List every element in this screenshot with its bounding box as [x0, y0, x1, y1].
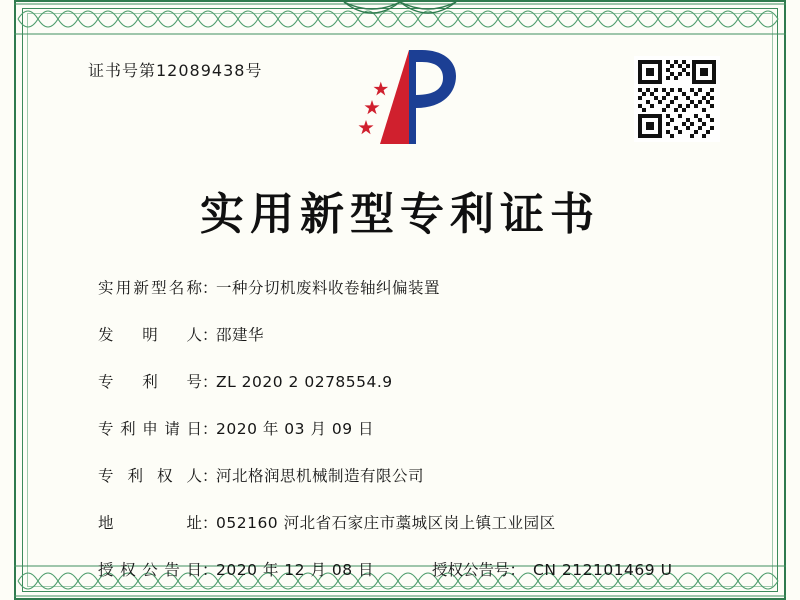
field-colon: ： — [202, 279, 218, 297]
field-value-patentee: 河北格润思机械制造有限公司 — [216, 467, 425, 485]
label-char: 告 — [164, 561, 180, 579]
certificate-fields — [98, 276, 730, 600]
field-value-utility-model-name: 一种分切机废料收卷轴纠偏装置 — [216, 279, 441, 297]
announcement-number-group — [432, 558, 672, 580]
field-label-announcement-number: 授权公告号： — [432, 561, 526, 579]
label-char: 利 — [127, 467, 143, 485]
field-row — [98, 511, 730, 533]
patent-office-logo-icon — [352, 48, 462, 160]
label-char: 专 — [98, 467, 114, 485]
label-char: 实 — [98, 279, 114, 297]
label-char: 日 — [186, 561, 202, 579]
field-label — [98, 464, 202, 486]
label-char: 利 — [142, 373, 158, 391]
label-char: 公 — [142, 561, 158, 579]
label-char: 人 — [186, 467, 202, 485]
field-value-announcement-date: 2020 年 12 月 08 日 — [216, 561, 375, 579]
label-char: 用 — [115, 279, 132, 297]
field-colon: ： — [202, 420, 218, 438]
field-label — [98, 511, 202, 533]
label-char: 人 — [186, 326, 202, 344]
field-value-application-date: 2020 年 03 月 09 日 — [216, 420, 375, 438]
field-colon: ： — [202, 373, 218, 391]
field-value-inventor: 邵建华 — [216, 326, 265, 344]
field-value-announcement-number: CN 212101469 U — [533, 561, 673, 579]
label-char: 址 — [186, 514, 202, 532]
label-char: 号 — [186, 373, 202, 391]
label-char: 明 — [142, 326, 158, 344]
field-value-patent-number: ZL 2020 2 0278554.9 — [216, 373, 393, 391]
field-row — [98, 323, 730, 345]
field-colon: ： — [202, 561, 218, 579]
label-char: 利 — [120, 420, 136, 438]
qr-code-icon — [634, 56, 720, 142]
field-label — [98, 558, 202, 580]
label-char: 地 — [98, 514, 114, 532]
label-char: 权 — [156, 467, 173, 485]
field-row — [98, 464, 730, 486]
field-label — [98, 323, 202, 345]
label-char: 专 — [98, 420, 114, 438]
field-row — [98, 276, 730, 298]
field-value-address: 052160 河北省石家庄市藁城区岗上镇工业园区 — [216, 514, 556, 532]
field-label — [98, 276, 202, 298]
certificate-number: 证书号第12089438号 — [88, 61, 263, 80]
label-char: 型 — [151, 279, 167, 297]
field-row — [98, 417, 730, 439]
field-colon: ： — [202, 514, 218, 532]
guilloche-pattern-top — [14, 0, 786, 38]
field-label — [98, 417, 202, 439]
label-char: 权 — [120, 561, 136, 579]
label-char: 请 — [164, 420, 180, 438]
field-colon: ： — [202, 467, 218, 485]
label-char: 专 — [98, 373, 114, 391]
label-char: 申 — [142, 420, 158, 438]
page-title: 实用新型专利证书 — [200, 189, 600, 240]
label-char: 称 — [186, 279, 202, 297]
label-char: 名 — [168, 279, 185, 297]
field-row — [98, 370, 730, 392]
field-colon: ： — [202, 326, 218, 344]
label-char: 日 — [186, 420, 202, 438]
label-char: 发 — [98, 326, 114, 344]
field-label — [98, 370, 202, 392]
label-char: 授 — [98, 561, 114, 579]
label-char: 新 — [133, 279, 149, 297]
field-row-announcement — [98, 558, 730, 580]
